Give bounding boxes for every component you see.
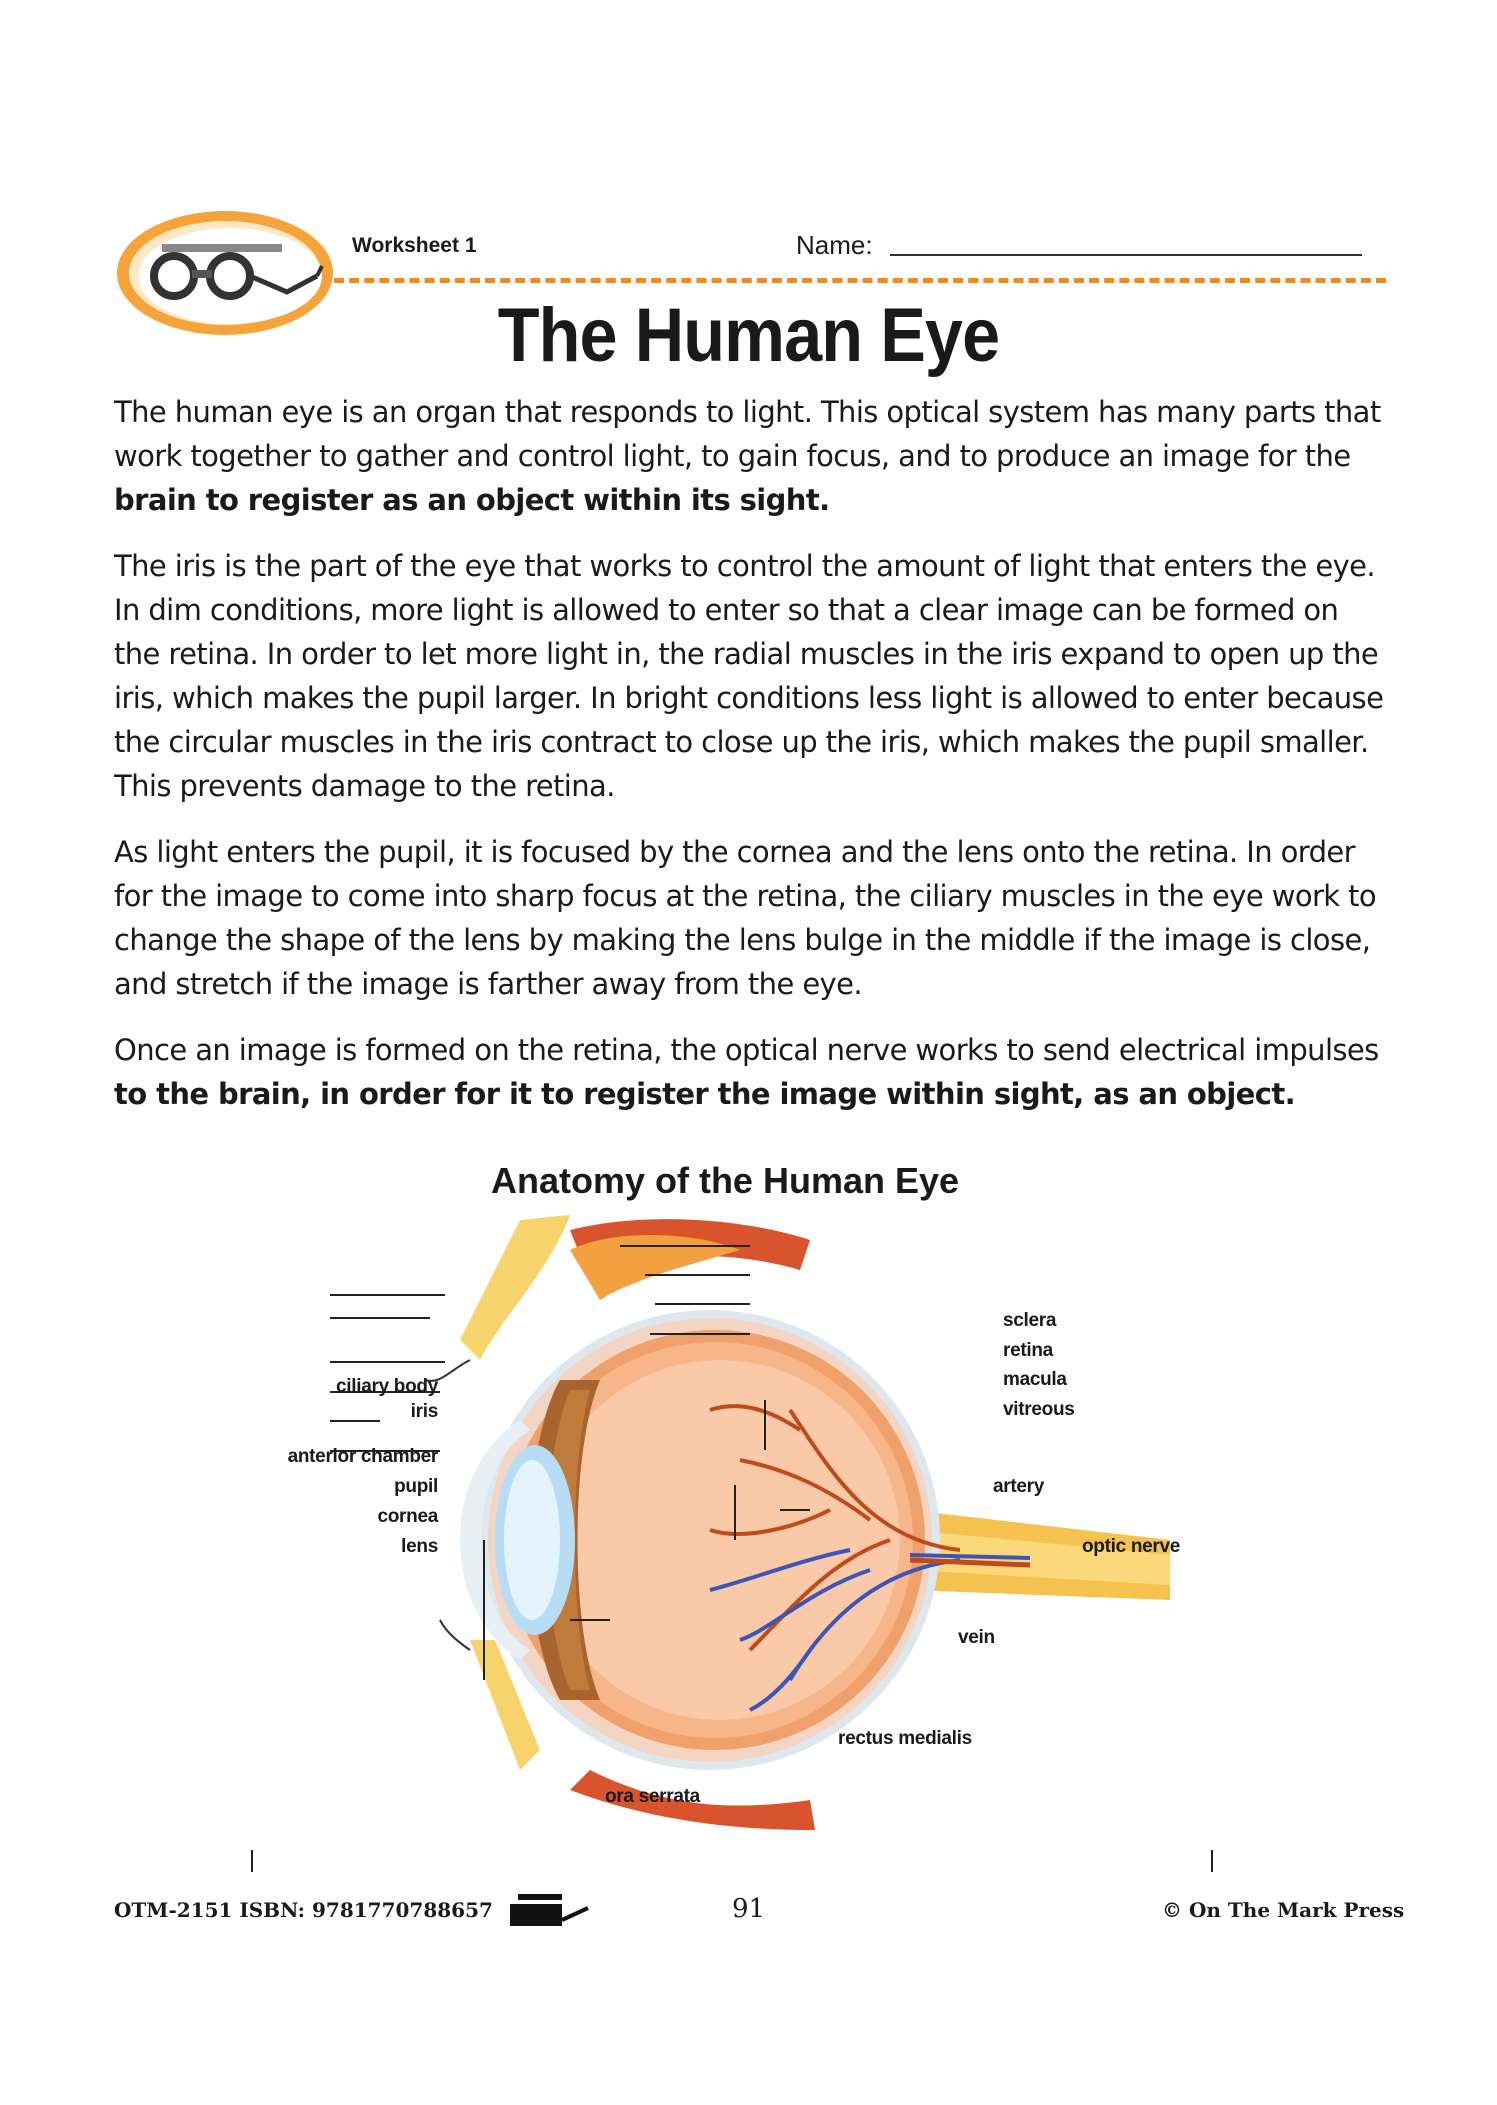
diagram-title: Anatomy of the Human Eye (490, 1160, 960, 1201)
text-line: and stretch if the image is farther away from the eye. (114, 967, 862, 1001)
text-line: the circular muscles in the iris contract to close up the iris, which makes the pupil smaller. (114, 725, 1369, 759)
label-anterior-chamber: anterior chamber (287, 1446, 438, 1467)
label-lens: lens (401, 1536, 438, 1557)
name-input-line[interactable] (890, 254, 1362, 256)
label-vein: vein (958, 1627, 995, 1648)
text-line: In dim conditions, more light is allowed to enter so that a clear image can be formed on (114, 593, 1339, 627)
worksheet-label: Worksheet 1 (352, 234, 477, 257)
label-artery: artery (993, 1476, 1045, 1497)
label-ciliary-body: ciliary body (336, 1376, 438, 1397)
label-rectus-medialis: rectus medialis (838, 1728, 972, 1749)
name-label: Name: (796, 230, 873, 260)
paragraph-2 (114, 544, 1394, 808)
text-line: the retina. In order to let more light in, the radial muscles in the iris expand to open up the (114, 637, 1379, 671)
page-number: 91 (732, 1894, 766, 1924)
paragraph-4 (114, 1028, 1394, 1116)
label-iris: iris (410, 1401, 438, 1422)
text-line: The iris is the part of the eye that works to control the amount of light that enters the eye. (114, 549, 1375, 583)
text-line: for the image to come into sharp focus at the retina, the ciliary muscles in the eye work to (114, 879, 1377, 913)
publisher-logo-icon (508, 1890, 592, 1930)
label-optic-nerve: optic nerve (1082, 1536, 1181, 1557)
text-line: The human eye is an organ that responds to light. This optical system has many parts that (114, 395, 1381, 429)
header-divider (334, 278, 1386, 283)
label-vitreous: vitreous (1003, 1399, 1075, 1420)
label-cornea: cornea (377, 1506, 438, 1527)
paragraph-3 (114, 830, 1394, 1006)
page-title: The Human Eye (497, 293, 1000, 378)
footer-copyright: © On The Mark Press (1162, 1898, 1405, 1922)
text-line: brain to register as an object within its sight. (114, 483, 830, 517)
text-line: As light enters the pupil, it is focused by the cornea and the lens onto the retina. In order (114, 835, 1355, 869)
text-line: This prevents damage to the retina. (114, 769, 615, 803)
label-macula: macula (1003, 1369, 1067, 1390)
label-sclera: sclera (1003, 1310, 1057, 1331)
paragraph-1 (114, 390, 1394, 522)
label-pupil: pupil (394, 1476, 438, 1497)
text-line: change the shape of the lens by making the lens bulge in the middle if the image is close, (114, 923, 1371, 957)
label-retina: retina (1003, 1340, 1053, 1361)
text-line: to the brain, in order for it to register the image within sight, as an object. (114, 1077, 1296, 1111)
text-line: work together to gather and control light, to gain focus, and to produce an image for the (114, 439, 1351, 473)
label-ora-serrata: ora serrata (605, 1786, 700, 1807)
text-line: iris, which makes the pupil larger. In bright conditions less light is allowed to enter because (114, 681, 1384, 715)
footer-isbn: OTM-2151 ISBN: 9781770788657 (114, 1898, 493, 1922)
text-line: Once an image is formed on the retina, the optical nerve works to send electrical impulses (114, 1033, 1379, 1067)
footer-tick-right (1211, 1850, 1213, 1872)
footer-tick-left (251, 1850, 253, 1872)
